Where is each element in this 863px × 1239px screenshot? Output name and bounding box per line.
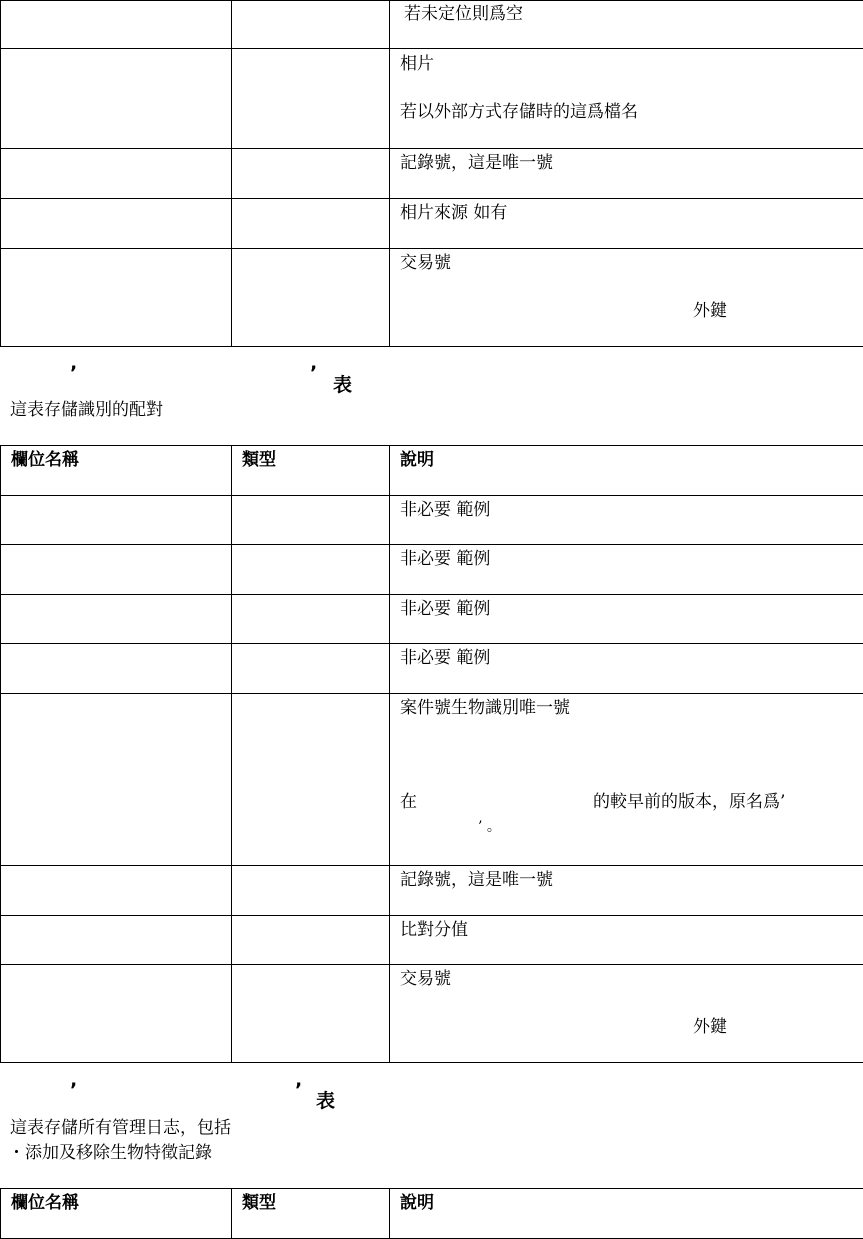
type-cell bbox=[232, 149, 390, 199]
field-name-cell bbox=[1, 644, 232, 694]
field-name-cell bbox=[1, 149, 232, 199]
note-middle: 的較早前的版本，原名爲’ bbox=[593, 792, 786, 812]
description-text: 非必要 範例 bbox=[400, 500, 491, 520]
field-name-cell bbox=[1, 965, 232, 1063]
description-text: 記錄號，這是唯一號 bbox=[400, 870, 553, 890]
section-intro: 這表存儲所有管理日志，包括 bbox=[10, 1118, 231, 1138]
type-cell bbox=[232, 965, 390, 1063]
type-cell bbox=[232, 694, 390, 866]
description-cell bbox=[390, 916, 863, 965]
description-cell bbox=[390, 965, 863, 1063]
table-row bbox=[1, 595, 863, 644]
foreign-key-label: 外鍵 bbox=[693, 301, 727, 321]
type-cell bbox=[232, 199, 390, 249]
section-title bbox=[0, 1079, 863, 1112]
field-name-cell bbox=[1, 595, 232, 644]
section-title bbox=[0, 362, 863, 396]
field-name-cell bbox=[1, 694, 232, 866]
column-header: 說明 bbox=[390, 1189, 863, 1239]
description-text: 交易號 bbox=[400, 969, 451, 989]
description-text: 非必要 範例 bbox=[400, 648, 491, 668]
column-header: 欄位名稱 bbox=[1, 446, 232, 496]
type-cell bbox=[232, 595, 390, 644]
description-cell bbox=[390, 595, 863, 644]
section-intro: 這表存儲識別的配對 bbox=[10, 400, 163, 420]
note-end: ’ 。 bbox=[478, 819, 501, 835]
field-name-cell bbox=[1, 49, 232, 149]
description-text: 非必要 範例 bbox=[400, 599, 491, 619]
description-cell bbox=[390, 249, 863, 347]
description-text: 交易號 bbox=[400, 253, 451, 273]
description-cell bbox=[390, 149, 863, 199]
table-row bbox=[1, 694, 863, 866]
type-cell bbox=[232, 916, 390, 965]
description-text: 案件號生物識別唯一號 bbox=[400, 698, 570, 718]
column-header: 類型 bbox=[232, 1189, 390, 1239]
field-name-cell bbox=[1, 866, 232, 916]
field-name-cell bbox=[1, 496, 232, 545]
field-name-cell bbox=[1, 1, 232, 49]
table-row bbox=[1, 545, 863, 595]
description-text: 記錄號，這是唯一號 bbox=[400, 153, 553, 173]
description-cell bbox=[390, 644, 863, 694]
field-name-cell bbox=[1, 249, 232, 347]
description-text: 比對分值 bbox=[400, 920, 468, 940]
table-continued bbox=[0, 0, 863, 347]
type-cell bbox=[232, 866, 390, 916]
description-text: 若未定位則爲空 bbox=[404, 4, 523, 24]
description-cell bbox=[390, 694, 863, 866]
title-quote-left: ’ bbox=[70, 362, 78, 384]
table-row bbox=[1, 199, 863, 249]
table-row bbox=[1, 1, 863, 49]
field-name-cell bbox=[1, 916, 232, 965]
description-cell bbox=[390, 496, 863, 545]
description-cell bbox=[390, 866, 863, 916]
table-row bbox=[1, 49, 863, 149]
type-cell bbox=[232, 644, 390, 694]
field-name-cell bbox=[1, 199, 232, 249]
admin-log-table bbox=[0, 1188, 863, 1239]
table-header-row bbox=[1, 1189, 863, 1239]
title-suffix: 表 bbox=[316, 1090, 336, 1112]
table-row bbox=[1, 866, 863, 916]
foreign-key-label: 外鍵 bbox=[693, 1017, 727, 1037]
note-prefix: 在 bbox=[400, 792, 417, 812]
title-quote-left: ’ bbox=[70, 1079, 78, 1101]
type-cell bbox=[232, 249, 390, 347]
title-quote-right: ’ bbox=[310, 362, 318, 384]
table-row bbox=[1, 965, 863, 1063]
type-cell bbox=[232, 1, 390, 49]
title-suffix: 表 bbox=[333, 374, 353, 396]
description-cell bbox=[390, 1, 863, 49]
description-text: 非必要 範例 bbox=[400, 549, 491, 569]
match-table bbox=[0, 445, 863, 1063]
type-cell bbox=[232, 545, 390, 595]
description-text: 若以外部方式存儲時的這爲檔名 bbox=[400, 102, 638, 122]
table-row bbox=[1, 496, 863, 545]
type-cell bbox=[232, 49, 390, 149]
description-cell bbox=[390, 545, 863, 595]
field-name-cell bbox=[1, 545, 232, 595]
bullet-item: ・添加及移除生物特徵記錄 bbox=[8, 1143, 212, 1163]
table-row bbox=[1, 149, 863, 199]
type-cell bbox=[232, 496, 390, 545]
table-row bbox=[1, 249, 863, 347]
description-cell bbox=[390, 199, 863, 249]
column-header: 說明 bbox=[390, 446, 863, 496]
title-quote-right: ’ bbox=[295, 1079, 303, 1101]
column-header: 欄位名稱 bbox=[1, 1189, 232, 1239]
column-header: 類型 bbox=[232, 446, 390, 496]
table-header-row bbox=[1, 446, 863, 496]
table-row bbox=[1, 644, 863, 694]
table-row bbox=[1, 916, 863, 965]
description-cell bbox=[390, 49, 863, 149]
description-text: 相片 bbox=[400, 54, 434, 74]
description-text: 相片來源 如有 bbox=[400, 203, 508, 223]
